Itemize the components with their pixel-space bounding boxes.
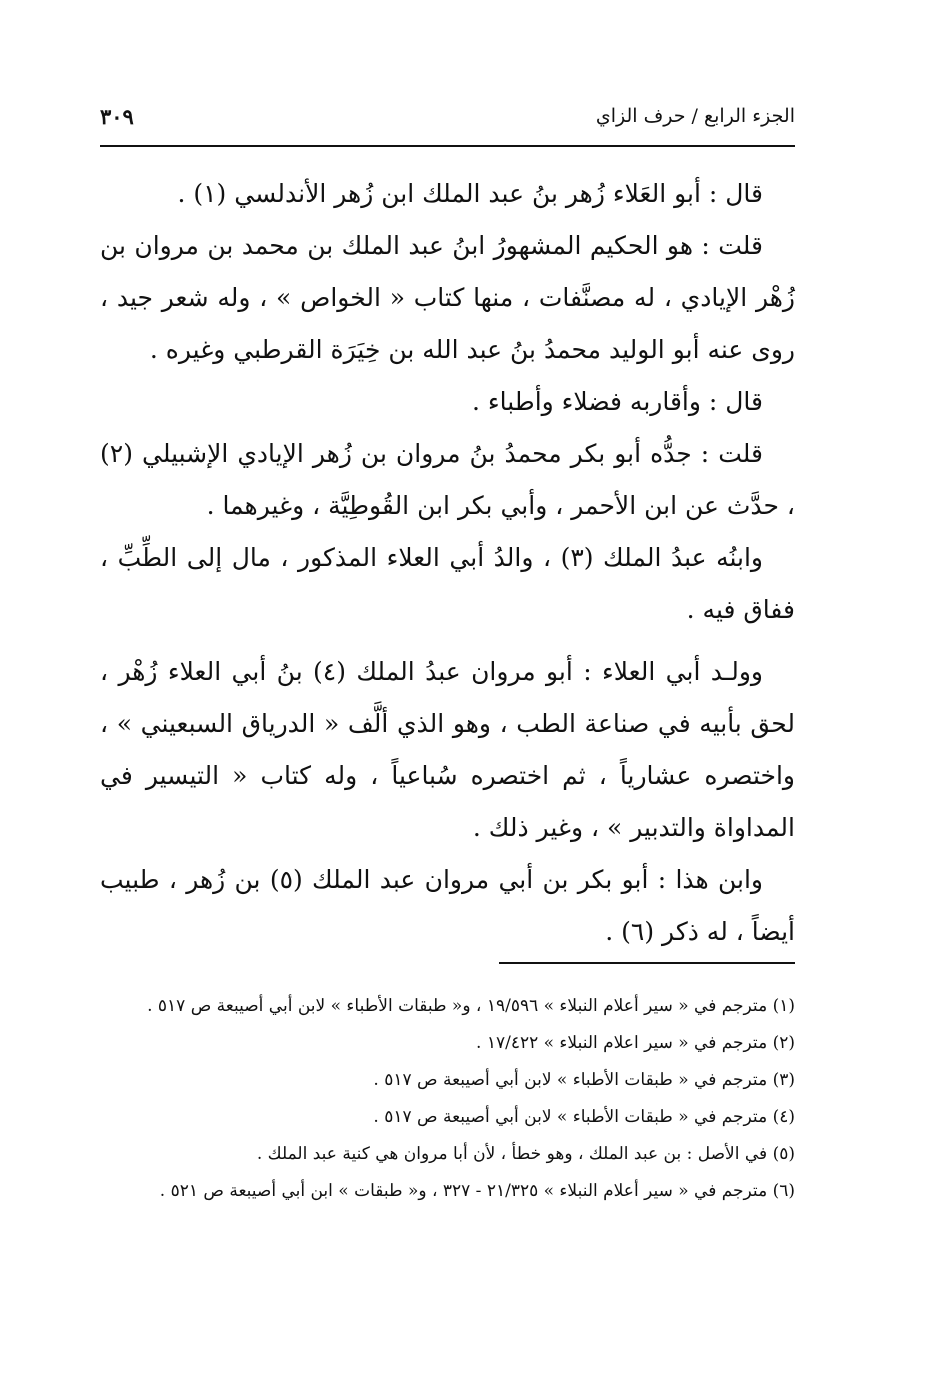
running-title: الجزء الرابع / حرف الزاي bbox=[595, 105, 795, 127]
footnotes bbox=[100, 988, 795, 1210]
footnote: (٤) مترجم في « طبقات الأطباء » لابن أبي أصيبعة ص ٥١٧ . bbox=[373, 1107, 795, 1127]
paragraph: قال : وأقاربه فضلاء وأطباء . bbox=[472, 387, 763, 416]
paragraph: وولـد أبي العلاء : أبو مروان عبدُ الملك (٤) بنُ أبي العلاء زُهْر ، لحق بأبيه في صناعة الطب ، وهو الذي ألَّف « الدرياق السبعيني » ، واختصره عشارياً ، ثم اختصره سُباعياً ، وله كتاب « التيسير في المداواة والتدبير » ، وغير ذلك . bbox=[100, 657, 795, 842]
paragraph: قلت : جدُّه أبو بكر محمدُ بنُ مروان بن زُهر الإيادي الإشبيلي (٢) ، حدَّث عن ابن الأحمر ، وأبي بكر ابن القُوطِيَّة ، وغيرهما . bbox=[100, 439, 795, 520]
footnote: (١) مترجم في « سير أعلام النبلاء » ١٩/٥٩٦ ، و« طبقات الأطباء » لابن أبي أصيبعة ص ٥١٧ . bbox=[147, 996, 795, 1016]
footnote: (٣) مترجم في « طبقات الأطباء » لابن أبي أصيبعة ص ٥١٧ . bbox=[373, 1070, 795, 1090]
page-header bbox=[100, 96, 795, 136]
paragraph: قال : أبو العَلاء زُهر بنُ عبد الملك ابن زُهر الأندلسي (١) . bbox=[177, 179, 763, 208]
main-text bbox=[100, 168, 795, 958]
page-number: ٣٠٩ bbox=[100, 103, 134, 129]
footnote: (٦) مترجم في « سير أعلام النبلاء » ٢١/٣٢٥ - ٣٢٧ ، و« طبقات » ابن أبي أصيبعة ص ٥٢١ . bbox=[159, 1181, 795, 1201]
paragraph: قلت : هو الحكيم المشهورُ ابنُ عبد الملك بن محمد بن مروان بن زُهْر الإيادي ، له مصنَّفات ، منها كتاب « الخواص » ، وله شعر جيد ، روى عنه أبو الوليد محمدُ بنُ عبد الله بن خِيَرَة القرطبي وغيره . bbox=[100, 231, 795, 364]
footnote: (٢) مترجم في « سير اعلام النبلاء » ١٧/٤٢٢ . bbox=[476, 1033, 795, 1053]
header-rule bbox=[100, 145, 795, 147]
footnote-separator bbox=[499, 962, 795, 964]
paragraph: وابنُه عبدُ الملك (٣) ، والدُ أبي العلاء المذكور ، مال إلى الطِّبِّ ، ففاق فيه . bbox=[100, 543, 795, 624]
footnote: (٥) في الأصل : بن عبد الملك ، وهو خطأ ، لأن أبا مروان هي كنية عبد الملك . bbox=[256, 1144, 795, 1164]
paragraph: وابن هذا : أبو بكر بن أبي مروان عبد الملك (٥) بن زُهر ، طبيب أيضاً ، له ذكر (٦) . bbox=[100, 865, 795, 946]
